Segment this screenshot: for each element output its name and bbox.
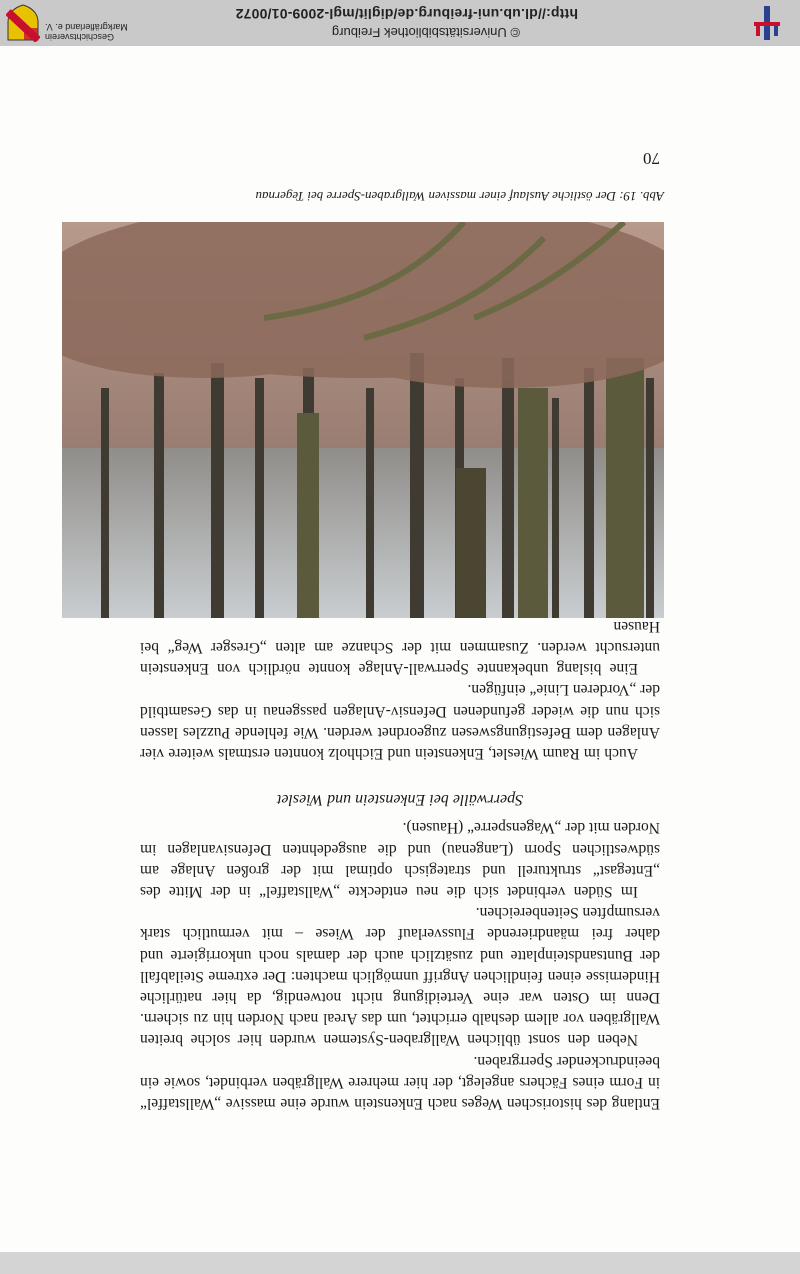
section-heading: Sperrwälle bei Enkenstein und Wieslet	[276, 791, 524, 808]
society-line: Markgräflerland e. V.	[45, 22, 128, 32]
footer-society-name	[45, 22, 155, 42]
page-number: 70	[643, 149, 660, 168]
forest-photo	[62, 222, 664, 618]
body-section-wieslet	[140, 616, 660, 764]
footer-copyright: © Universitätsbibliothek Freiburg	[331, 25, 520, 40]
society-crest-icon	[6, 4, 40, 42]
paragraph: Eine bislang unbekannte Sperrwall-Anlage konnte nördlich von Enkenstein untersucht werden. Zusammen mit der Schanze am alten „Gresger Weg“ bei Hausen	[140, 617, 660, 678]
paragraph: Auch im Raum Wieslet, Enkenstein und Eichholz konnten erstmals weitere vier Anlagen dem Befestigungswesen zugeordnet werden. Wie fehlende Puzzles lassen sich nun die wieder gefundenen Defensiv-Anlagen passgenau in das Gesamtbild der „Vorderen Linie“ einfügen.	[140, 681, 660, 762]
society-line: Geschichtsverein	[45, 32, 115, 42]
body-section-enkenstein	[140, 817, 660, 1114]
paragraph: Entlang des historischen Weges nach Enkenstein wurde eine massive „Wallstaffel“ in Form eines Fächers angelegt, der hier mehrere Wallgräben verbindet, sowie ein beeindruckender Sperrgraben.	[140, 1052, 660, 1112]
top-strip	[0, 1252, 800, 1274]
figure-caption: Abb. 19: Der östliche Auslauf einer massiven Wallgraben-Sperre bei Tegernau	[255, 189, 664, 204]
university-library-logo[interactable]	[748, 0, 788, 46]
paragraph: Neben den sonst üblichen Wallgraben-Systemen wurden hier solche breiten Wallgräben vor allem deshalb errichtet, um das Areal nach Norden hin zu sichern. Denn im Osten war eine Verteidigung nicht notwendig, da hier natürliche Hindernisse einen feindlichen Angriff unmöglich machten: Der extreme Steilabfall der Buntsandsteinplatte und zusätzlich auch der damals noch unkorrigierte und daher frei mäandrierende Flussverlauf der Wiese – mit vermutlich stark versumpften Seitenbereichen.	[140, 904, 660, 1049]
footer-url-link[interactable]: http://dl.ub.uni-freiburg.de/diglit/mgl-2009-01/0072	[235, 6, 578, 22]
paragraph: Im Süden verbindet sich die neu entdeckte „Wallstaffel“ in der Mitte des „Entegast“ strukturell und strategisch optimal mit der großen Anlage am südwestlichen Sporn (Langenau) und die ausgedehnten Defensivanlagen im Norden mit der „Wagensperre“ (Hausen).	[140, 819, 660, 900]
